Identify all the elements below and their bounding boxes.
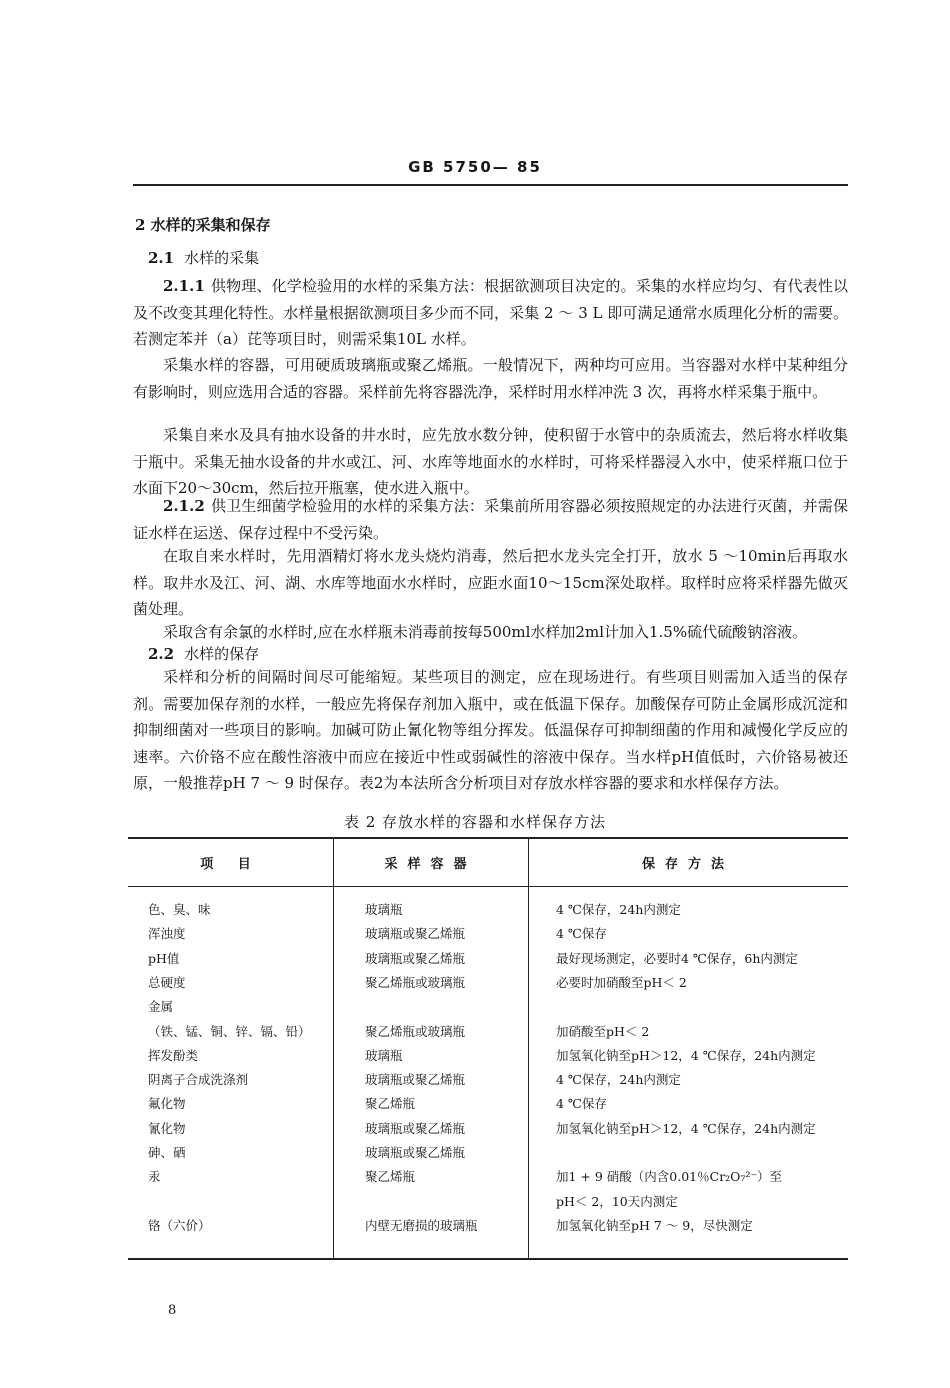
paragraph-tap-water: 采集自来水及具有抽水设备的井水时，应先放水数分钟，使积留于水管中的杂质流去，然后将水样收集于瓶中。采集无抽水设备的井水或江、河、水库等地面水的水样时，可将采样器浸入水中，使采样瓶口位于水面下20～30cm，然后拉开瓶塞，使水进入瓶中。 <box>133 426 848 497</box>
standard-code: GB 5750— 85 <box>408 158 542 176</box>
paragraph-2-1-1 <box>133 273 848 353</box>
table-cell-method: 最好现场测定，必要时4 ℃保存，6h内测定 <box>556 950 798 966</box>
table-cell-item: 汞 <box>148 1169 161 1185</box>
table-header-method: 保存方法 <box>641 857 734 872</box>
paragraph-bacteria-1: 在取自来水样时，先用酒精灯将水龙头烧灼消毒，然后把水龙头完全打开，放水 5 ～10min后再取水样。取井水及江、河、湖、水库等地面水水样时，应距水面10～15cm深处取样。取样时应将采样器先做灭菌处理。 <box>133 547 848 618</box>
table-cell-method: 必要时加硝酸至pH＜ 2 <box>556 974 687 990</box>
table-cell-container: 聚乙烯瓶 <box>365 1096 416 1112</box>
table-cell-method: 4 ℃保存，24h内测定 <box>556 902 681 917</box>
table-cell-method: 加1 + 9 硝酸（内含0.01％Cr₂O₇²⁻）至 <box>556 1169 783 1185</box>
table-cell-container: 玻璃瓶或聚乙烯瓶 <box>365 926 466 942</box>
table-cell-container: 玻璃瓶 <box>365 1047 403 1063</box>
table-cell-item: （铁、锰、铜、锌、镉、铅） <box>148 1023 311 1039</box>
table-cell-method: pH＜ 2，10天内测定 <box>556 1193 678 1209</box>
table-cell-item: 氰化物 <box>148 1120 186 1136</box>
table-cell-method: 4 ℃保存，24h内测定 <box>556 1072 681 1088</box>
table-cell-item: 氟化物 <box>148 1096 186 1112</box>
section-2-title: 2 水样的采集和保存 <box>135 216 271 234</box>
table-column-divider <box>333 838 334 1259</box>
table-cell-item: 金属 <box>148 999 174 1015</box>
table-header-container: 采样容器 <box>384 857 477 872</box>
table-cell-method: 加硝酸至pH＜ 2 <box>556 1023 650 1039</box>
paragraph-bacteria-2: 采取含有余氯的水样时,应在水样瓶未消毒前按每500ml水样加2ml计加入1.5%硫代硫酸钠溶液。 <box>163 623 808 641</box>
section-number: 2.1.1 <box>163 277 205 295</box>
table-cell-item: 铬（六价） <box>148 1217 211 1233</box>
paragraph-text: 供卫生细菌学检验用的水样的采集方法：采集前所用容器必须按照规定的办法进行灭菌，并需保证水样在运送、保存过程中不受污染。 <box>133 497 848 542</box>
table-top-rule <box>128 837 848 839</box>
table-bottom-rule <box>128 1258 848 1260</box>
paragraph-2-1-2 <box>133 493 848 546</box>
table-cell-method: 4 ℃保存 <box>556 926 607 942</box>
section-2-2-heading <box>148 643 259 664</box>
page-number: 8 <box>168 1303 177 1318</box>
table-header-rule <box>128 886 848 887</box>
section-number: 2.2 <box>148 645 175 663</box>
table-cell-container: 聚乙烯瓶 <box>365 1169 416 1185</box>
paragraph-container: 采集水样的容器，可用硬质玻璃瓶或聚乙烯瓶。一般情况下，两种均可应用。当容器对水样中某种组分有影响时，则应选用合适的容器。采样前先将容器洗净，采样时用水样冲洗 3 次，再将水样采集于瓶中。 <box>133 356 848 401</box>
table-column-divider <box>528 838 529 1259</box>
table-cell-item: 浑浊度 <box>148 926 186 942</box>
table-cell-container: 玻璃瓶 <box>365 902 403 917</box>
table-cell-container: 聚乙烯瓶或玻璃瓶 <box>365 1023 466 1039</box>
table-cell-item: 阴离子合成洗涤剂 <box>148 1072 249 1088</box>
table-cell-method: 加氢氧化钠至pH＞12，4 ℃保存，24h内测定 <box>556 1047 816 1063</box>
table-cell-item: pH值 <box>148 950 180 966</box>
table-cell-container: 玻璃瓶或聚乙烯瓶 <box>365 1145 466 1160</box>
table-cell-container: 玻璃瓶或聚乙烯瓶 <box>365 1072 466 1088</box>
table-cell-method: 加氢氧化钠至pH＞12，4 ℃保存，24h内测定 <box>556 1120 816 1136</box>
table-header-item: 项 目 <box>200 857 261 872</box>
section-2-1-heading <box>148 247 259 268</box>
paragraph-text: 供物理、化学检验用的水样的采集方法：根据欲测项目决定的。采集的水样应均匀、有代表性以及不改变其理化特性。水样量根据欲测项目多少而不同，采集 2 ～ 3 L 即可满足通常水质理化分析的需要。若测定苯并（a）芘等项目时，则需采集10L 水样。 <box>133 277 848 348</box>
section-number: 2.1.2 <box>163 497 205 515</box>
section-title: 水样的采集 <box>184 249 260 267</box>
table-cell-item: 挥发酚类 <box>148 1047 199 1063</box>
header-rule <box>133 184 848 186</box>
table-title: 表 2 存放水样的容器和水样保存方法 <box>343 813 607 831</box>
table-cell-container: 玻璃瓶或聚乙烯瓶 <box>365 950 466 966</box>
table-cell-method: 加氢氧化钠至pH 7 ～ 9，尽快测定 <box>556 1217 753 1233</box>
table-cell-item: 总硬度 <box>148 974 186 990</box>
table-cell-method: 4 ℃保存 <box>556 1096 607 1112</box>
table-cell-item: 色、臭、味 <box>148 902 211 917</box>
table-cell-container: 玻璃瓶或聚乙烯瓶 <box>365 1120 466 1136</box>
paragraph-preservation: 采样和分析的间隔时间尽可能缩短。某些项目的测定，应在现场进行。有些项目则需加入适当的保存剂。需要加保存剂的水样，一般应先将保存剂加入瓶中，或在低温下保存。加酸保存可防止金属形成沉淀和抑制细菌对一些项目的影响。加碱可防止氰化物等组分挥发。低温保存可抑制细菌的作用和减慢化学反应的速率。六价铬不应在酸性溶液中而应在接近中性或弱碱性的溶液中保存。当水样pH值低时，六价铬易被还原，一般推荐pH 7 ～ 9 时保存。表2为本法所含分析项目对存放水样容器的要求和水样保存方法。 <box>133 668 848 792</box>
table-cell-container: 内壁无磨损的玻璃瓶 <box>365 1217 478 1233</box>
section-number: 2.1 <box>148 249 175 267</box>
section-title: 水样的保存 <box>184 645 260 663</box>
table-cell-item: 砷、硒 <box>148 1145 186 1160</box>
table-cell-container: 聚乙烯瓶或玻璃瓶 <box>365 974 466 990</box>
